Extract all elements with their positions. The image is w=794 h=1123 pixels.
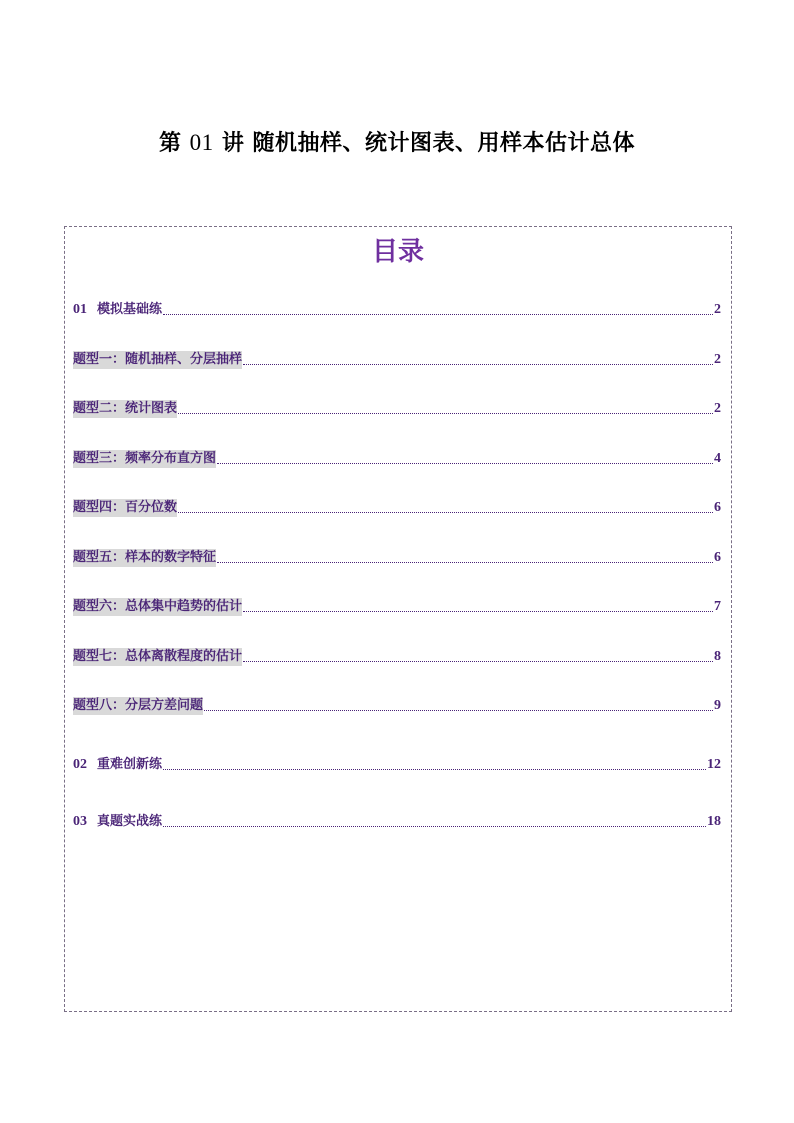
toc-entry-page: 2 — [714, 352, 721, 367]
toc-entry-page: 2 — [714, 302, 721, 317]
toc-entry-type-2[interactable] — [73, 398, 721, 418]
title-number: 01 — [189, 130, 214, 155]
toc-entry-label: 题型八：分层方差问题 — [73, 698, 204, 713]
toc-entry-label: 题型二：统计图表 — [73, 401, 178, 416]
title-prefix: 第 — [158, 131, 182, 156]
table-of-contents — [64, 226, 732, 1012]
toc-entry-real-exam[interactable] — [73, 811, 721, 831]
toc-entry-type-7[interactable] — [73, 646, 721, 666]
toc-entry-code: 01 — [73, 302, 87, 317]
toc-entry-label: 题型七：总体离散程度的估计 — [73, 649, 243, 664]
toc-entry-code: 02 — [73, 757, 87, 772]
toc-entry-page: 8 — [714, 649, 721, 664]
toc-entry-type-1[interactable] — [73, 349, 721, 369]
dot-leader — [163, 769, 706, 770]
toc-entry-label: 01 模拟基础练 — [73, 302, 163, 317]
dot-leader — [217, 463, 713, 464]
toc-entry-label: 03 真题实战练 — [73, 814, 163, 829]
toc-entry-label: 题型六：总体集中趋势的估计 — [73, 599, 243, 614]
toc-entry-page: 6 — [714, 550, 721, 565]
toc-entry-label: 题型四：百分位数 — [73, 500, 178, 515]
toc-entry-page: 4 — [714, 451, 721, 466]
title-text: 讲 随机抽样、统计图表、用样本估计总体 — [221, 131, 636, 156]
toc-heading: 目录 — [371, 237, 424, 267]
toc-entry-page: 9 — [714, 698, 721, 713]
dot-leader — [178, 512, 713, 513]
toc-entry-label: 题型五：样本的数字特征 — [73, 550, 217, 565]
dot-leader — [163, 826, 706, 827]
dot-leader — [204, 710, 713, 711]
toc-entry-type-4[interactable] — [73, 497, 721, 517]
toc-entry-page: 2 — [714, 401, 721, 416]
toc-entry-code: 03 — [73, 814, 87, 829]
dot-leader — [163, 314, 713, 315]
toc-entry-hard-innovation[interactable] — [73, 754, 721, 774]
toc-entry-page: 12 — [707, 757, 721, 772]
dot-leader — [178, 413, 713, 414]
toc-entry-label: 题型一：随机抽样、分层抽样 — [73, 352, 243, 367]
toc-entry-type-3[interactable] — [73, 448, 721, 468]
toc-entry-label: 题型三：频率分布直方图 — [73, 451, 217, 466]
dot-leader — [243, 611, 713, 612]
toc-entry-label: 02 重难创新练 — [73, 757, 163, 772]
dot-leader — [217, 562, 713, 563]
page-title — [0, 126, 794, 157]
toc-entry-page: 18 — [707, 814, 721, 829]
toc-entry-mock-basics[interactable] — [73, 299, 721, 319]
toc-entry-page: 6 — [714, 500, 721, 515]
dot-leader — [243, 661, 713, 662]
dot-leader — [243, 364, 713, 365]
toc-entry-page: 7 — [714, 599, 721, 614]
toc-entry-type-6[interactable] — [73, 596, 721, 616]
toc-entry-type-5[interactable] — [73, 547, 721, 567]
toc-entry-type-8[interactable] — [73, 695, 721, 715]
